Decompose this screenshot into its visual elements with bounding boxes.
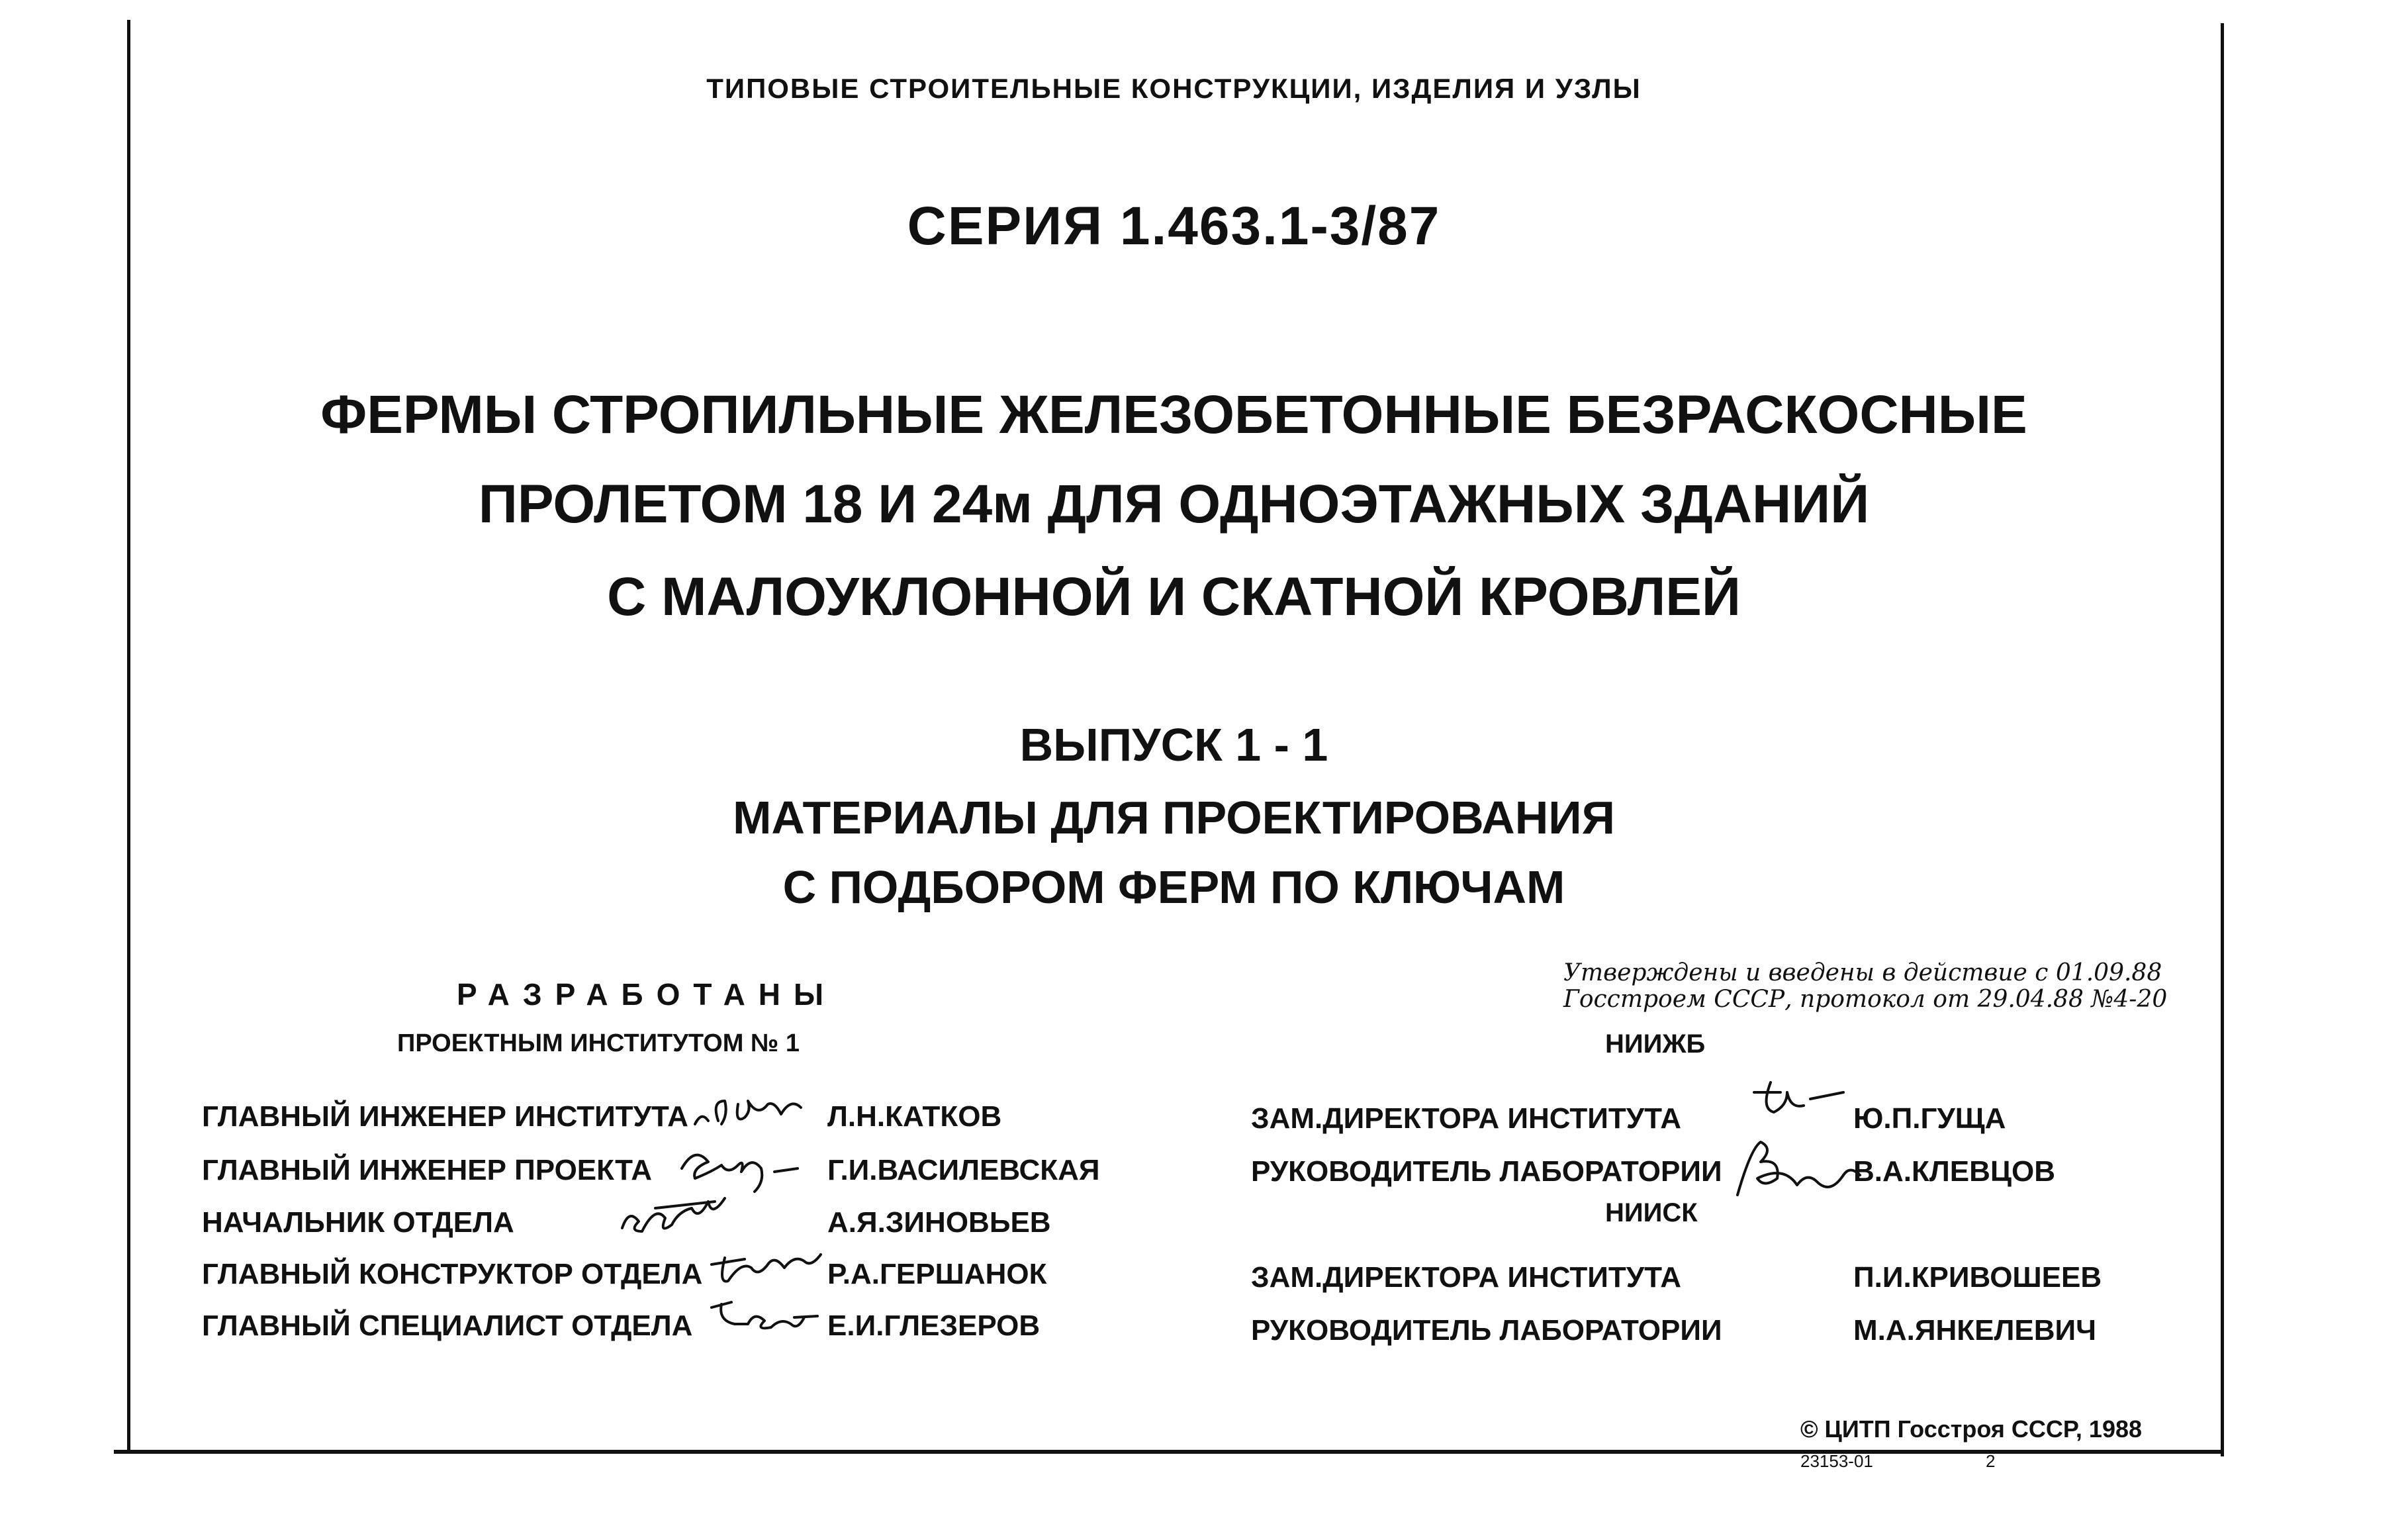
signature-gushcha [1747,1079,1853,1132]
frame-right-border [2221,23,2224,1456]
signature-vasilevskaya [675,1142,811,1195]
developer-role-3: НАЧАЛЬНИК ОТДЕЛА [202,1206,514,1239]
signature-zinovyev [616,1188,741,1248]
niisk-name-2: М.А.ЯНКЕЛЕВИЧ [1853,1314,2097,1347]
document-header: ТИПОВЫЕ СТРОИТЕЛЬНЫЕ КОНСТРУКЦИИ, ИЗДЕЛИЯ И УЗЛЫ [706,73,1642,104]
developer-name-5: Е.И.ГЛЕЗЕРОВ [827,1309,1041,1342]
developer-role-4: ГЛАВНЫЙ КОНСТРУКТОР ОТДЕЛА [202,1258,703,1290]
developer-institute: ПРОЕКТНЫМ ИНСТИТУТОМ № 1 [397,1029,800,1057]
developer-name-1: Л.Н.КАТКОВ [827,1100,1002,1133]
developer-name-3: А.Я.ЗИНОВЬЕВ [827,1206,1051,1239]
niisk-label: НИИСК [1605,1198,1698,1227]
developer-role-2: ГЛАВНЫЙ ИНЖЕНЕР ПРОЕКТА [202,1154,652,1186]
niisk-name-1: П.И.КРИВОШЕЕВ [1853,1261,2102,1294]
approval-line-2: Госстроем СССР, протокол от 29.04.88 №4-20 [1563,986,2168,1013]
signature-katkov [692,1091,817,1137]
niisk-role-2: РУКОВОДИТЕЛЬ ЛАБОРАТОРИИ [1251,1314,1722,1347]
developer-role-1: ГЛАВНЫЙ ИНЖЕНЕР ИНСТИТУТА [202,1100,688,1133]
title-line-3: С МАЛОУКЛОННОЙ И СКАТНОЙ КРОВЛЕЙ [607,567,1741,627]
series-number: СЕРИЯ 1.463.1-3/87 [907,196,1441,256]
frame-bottom-border [114,1450,2224,1454]
subtitle-line-1: МАТЕРИАЛЫ ДЛЯ ПРОЕКТИРОВАНИЯ [733,792,1615,843]
developer-name-2: Г.И.ВАСИЛЕВСКАЯ [827,1154,1100,1186]
niizhb-name-1: Ю.П.ГУЩА [1853,1102,2006,1135]
niizhb-label: НИИЖБ [1605,1029,1706,1059]
issue-number: ВЫПУСК 1 - 1 [1019,719,1328,771]
copyright-notice: © ЦИТП Госстроя СССР, 1988 [1800,1415,2143,1443]
niizhb-role-1: ЗАМ.ДИРЕКТОРА ИНСТИТУТА [1251,1102,1682,1135]
page-number: 2 [1986,1451,1996,1471]
footer-code: 23153-01 [1800,1451,1873,1471]
developer-name-4: Р.А.ГЕРШАНОК [827,1258,1047,1290]
signature-gershanok [705,1245,824,1291]
approval-line-1: Утверждены и введены в действие с 01.09.88 [1563,959,2162,986]
approval-note [1563,960,2167,1013]
title-line-1: ФЕРМЫ СТРОПИЛЬНЫЕ ЖЕЛЕЗОБЕТОННЫЕ БЕЗРАСКОСНЫЕ [320,385,2027,445]
signature-glezerov [708,1298,827,1337]
title-line-2: ПРОЛЕТОМ 18 И 24м ДЛЯ ОДНОЭТАЖНЫХ ЗДАНИЙ [478,474,1870,534]
niisk-role-1: ЗАМ.ДИРЕКТОРА ИНСТИТУТА [1251,1261,1682,1294]
signature-klevtsov [1731,1129,1876,1202]
niizhb-name-2: В.А.КЛЕВЦОВ [1853,1155,2055,1188]
developed-label: РАЗРАБОТАНЫ [457,977,837,1012]
developer-role-5: ГЛАВНЫЙ СПЕЦИАЛИСТ ОТДЕЛА [202,1309,693,1342]
subtitle-line-2: С ПОДБОРОМ ФЕРМ ПО КЛЮЧАМ [782,861,1565,913]
niizhb-role-2: РУКОВОДИТЕЛЬ ЛАБОРАТОРИИ [1251,1155,1722,1188]
